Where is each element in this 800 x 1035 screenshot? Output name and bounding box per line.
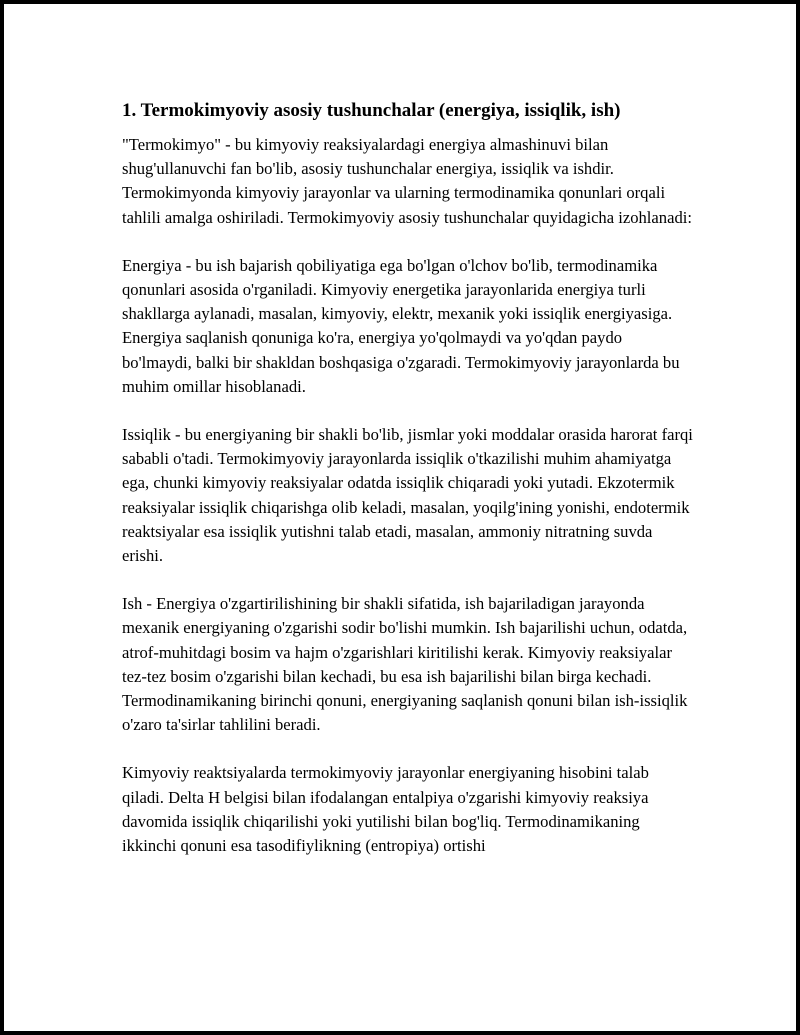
- section-heading: 1. Termokimyoviy asosiy tushunchalar (energiya, issiqlik, ish): [122, 100, 621, 121]
- document-body: [122, 98, 694, 882]
- paragraph-work: Ish - Energiya o'zgartirilishining bir shakli sifatida, ish bajariladigan jarayonda mexanik energiyaning o'zgarishi sodir bo'lishi mumkin. Ish bajarilishi uchun, odatda, atrof-muhitdagi bosim va hajm o'zgarishlari kiritilishi kerak. Kimyoviy reaksiyalar tez-tez bosim o'zgarishi bilan kechadi, bu esa ish bajarilishi bilan birga kechadi. Termodinamikaning birinchi qonuni, energiyaning saqlanish qonuni bilan ish-issiqlik o'zaro ta'sirlar tahlilini beradi.: [122, 594, 688, 735]
- paragraph-intro: "Termokimyo" - bu kimyoviy reaksiyalardagi energiya almashinuvi bilan shug'ullanuvchi fan bo'lib, asosiy tushunchalar energiya, issiqlik va ishdir. Termokimyonda kimyoviy jarayonlar va ularning termodinamika qonunlari orqali tahlili amalga oshiriladi. Termokimyoviy asosiy tushunchalar quyidagicha izohlanadi:: [122, 135, 692, 227]
- paragraph-energy: Energiya - bu ish bajarish qobiliyatiga ega bo'lgan o'lchov bo'lib, termodinamika qonunlari asosida o'rganiladi. Kimyoviy energetika jarayonlarida energiya turli shakllarga aylanadi, masalan, kimyoviy, elektr, mexanik yoki issiqlik energiyasiga. Energiya saqlanish qonuniga ko'ra, energiya yo'qolmaydi va yo'qdan paydo bo'lmaydi, balki bir shakldan boshqasiga o'zgaradi. Termokimyoviy jarayonlarda bu muhim omillar hisoblanadi.: [122, 255, 680, 396]
- paragraph-enthalpy: Kimyoviy reaktsiyalarda termokimyoviy jarayonlar energiyaning hisobini talab qiladi. Delta H belgisi bilan ifodalangan entalpiya o'zgarishi kimyoviy reaksiya davomida issiqlik chiqarilishi yoki yutilishi bilan bog'liq. Termodinamikaning ikkinchi qonuni esa tasodifiylikning (entropiya) ortishi: [122, 763, 649, 856]
- paragraph-heat: Issiqlik - bu energiyaning bir shakli bo'lib, jismlar yoki moddalar orasida harorat farqi sababli o'tadi. Termokimyoviy jarayonlarda issiqlik o'tkazilishi muhim ahamiyatga ega, chunki kimyoviy reaksiyalar odatda issiqlik chiqaradi yoki yutadi. Ekzotermik reaksiyalar issiqlik chiqarishga olib keladi, masalan, yoqilg'ining yonishi, endotermik reaktsiyalar esa issiqlik yutishni talab etadi, masalan, ammoniy nitratning suvda erishi.: [122, 425, 693, 566]
